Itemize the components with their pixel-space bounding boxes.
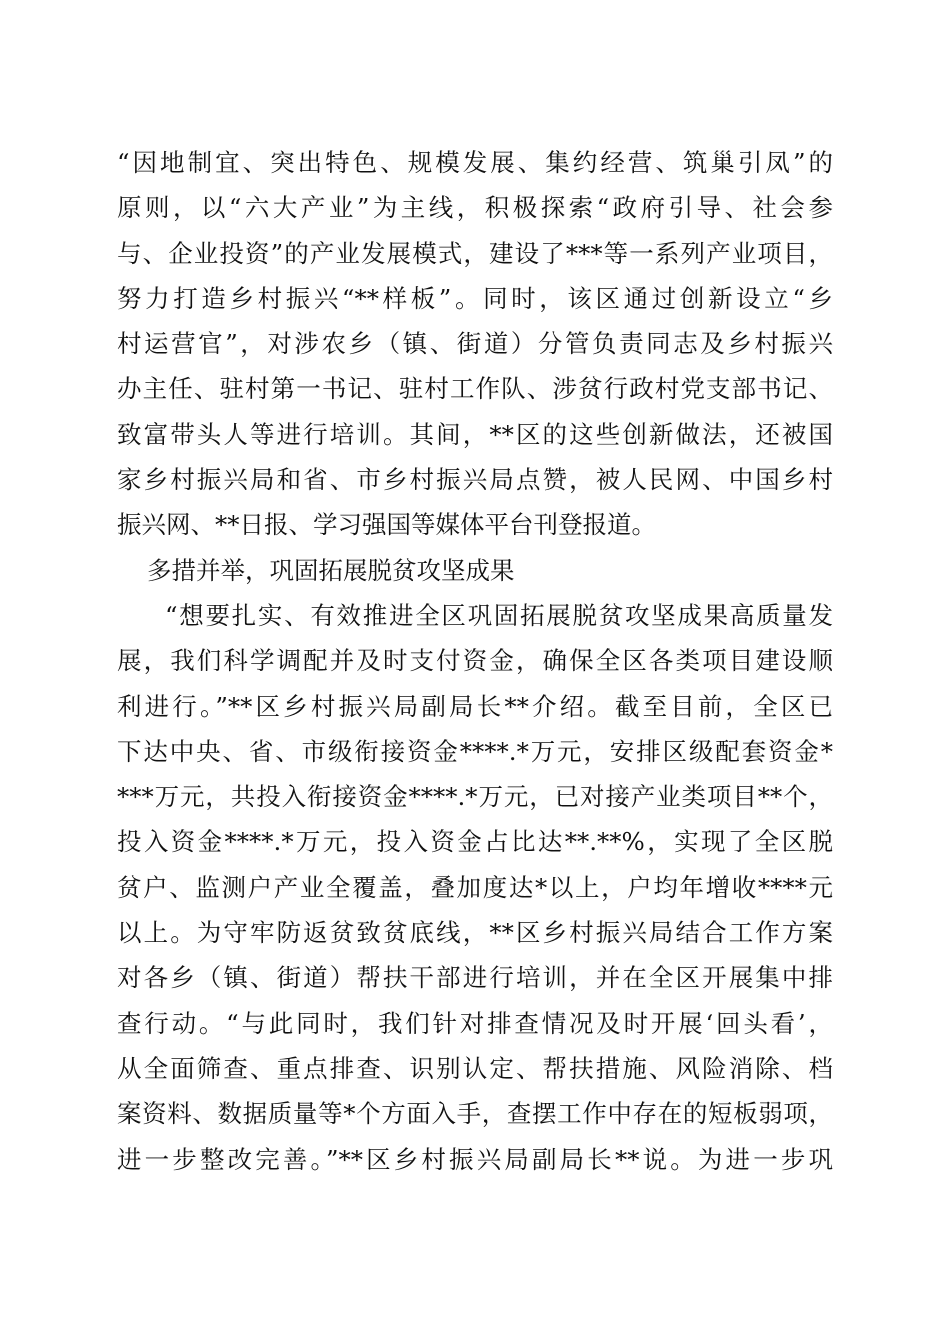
- text-line: 原则，以“六大产业”为主线，积极探索“政府引导、社会参: [117, 193, 833, 223]
- text-line: 进一步整改完善。”**区乡村振兴局副局长**说。为进一步巩: [117, 1144, 833, 1174]
- text-line: 利进行。”**区乡村振兴局副局长**介绍。截至目前，全区已: [117, 691, 833, 721]
- text-line: 投入资金****.*万元，投入资金占比达**.**%，实现了全区脱: [117, 827, 833, 857]
- paragraph-2: [117, 593, 833, 1182]
- text-line: 贫户、监测户产业全覆盖，叠加度达*以上，户均年增收****元: [117, 872, 833, 902]
- text-line: 办主任、驻村第一书记、驻村工作队、涉贫行政村党支部书记、: [117, 374, 833, 404]
- text-line: 案资料、数据质量等*个方面入手，查摆工作中存在的短板弱项，: [117, 1099, 833, 1129]
- text-line: ***万元，共投入衔接资金****.*万元，已对接产业类项目**个，: [117, 782, 833, 812]
- text-line: 从全面筛查、重点排查、识别认定、帮扶措施、风险消除、档: [117, 1053, 833, 1083]
- text-line: 致富带头人等进行培训。其间，**区的这些创新做法，还被国: [117, 419, 833, 449]
- text-line: 振兴网、**日报、学习强国等媒体平台刊登报道。: [117, 510, 656, 540]
- document-body: [117, 140, 833, 1182]
- text-line: 村运营官”，对涉农乡（镇、街道）分管负责同志及乡村振兴: [117, 329, 833, 359]
- text-line: 下达中央、省、市级衔接资金****.*万元，安排区级配套资金*: [117, 736, 833, 766]
- text-line: 与、企业投资”的产业发展模式，建设了***等一系列产业项目，: [117, 238, 833, 268]
- text-line: 家乡村振兴局和省、市乡村振兴局点赞，被人民网、中国乡村: [117, 465, 833, 495]
- text-line: 以上。为守牢防返贫致贫底线，**区乡村振兴局结合工作方案: [117, 918, 833, 948]
- text-line: 查行动。“与此同时，我们针对排查情况及时开展‘回头看’，: [117, 1008, 833, 1038]
- text-line: “想要扎实、有效推进全区巩固拓展脱贫攻坚成果高质量发: [165, 600, 833, 630]
- paragraph-1: [117, 140, 833, 548]
- text-line: “因地制宜、突出特色、规模发展、集约经营、筑巢引凤”的: [117, 148, 833, 177]
- text-line: 努力打造乡村振兴“**样板”。同时，该区通过创新设立“乡: [117, 283, 833, 313]
- section-heading: 多措并举，巩固拓展脱贫攻坚成果: [147, 555, 515, 585]
- text-line: 展，我们科学调配并及时支付资金，确保全区各类项目建设顺: [117, 646, 833, 676]
- text-line: 对各乡（镇、街道）帮扶干部进行培训，并在全区开展集中排: [117, 963, 833, 993]
